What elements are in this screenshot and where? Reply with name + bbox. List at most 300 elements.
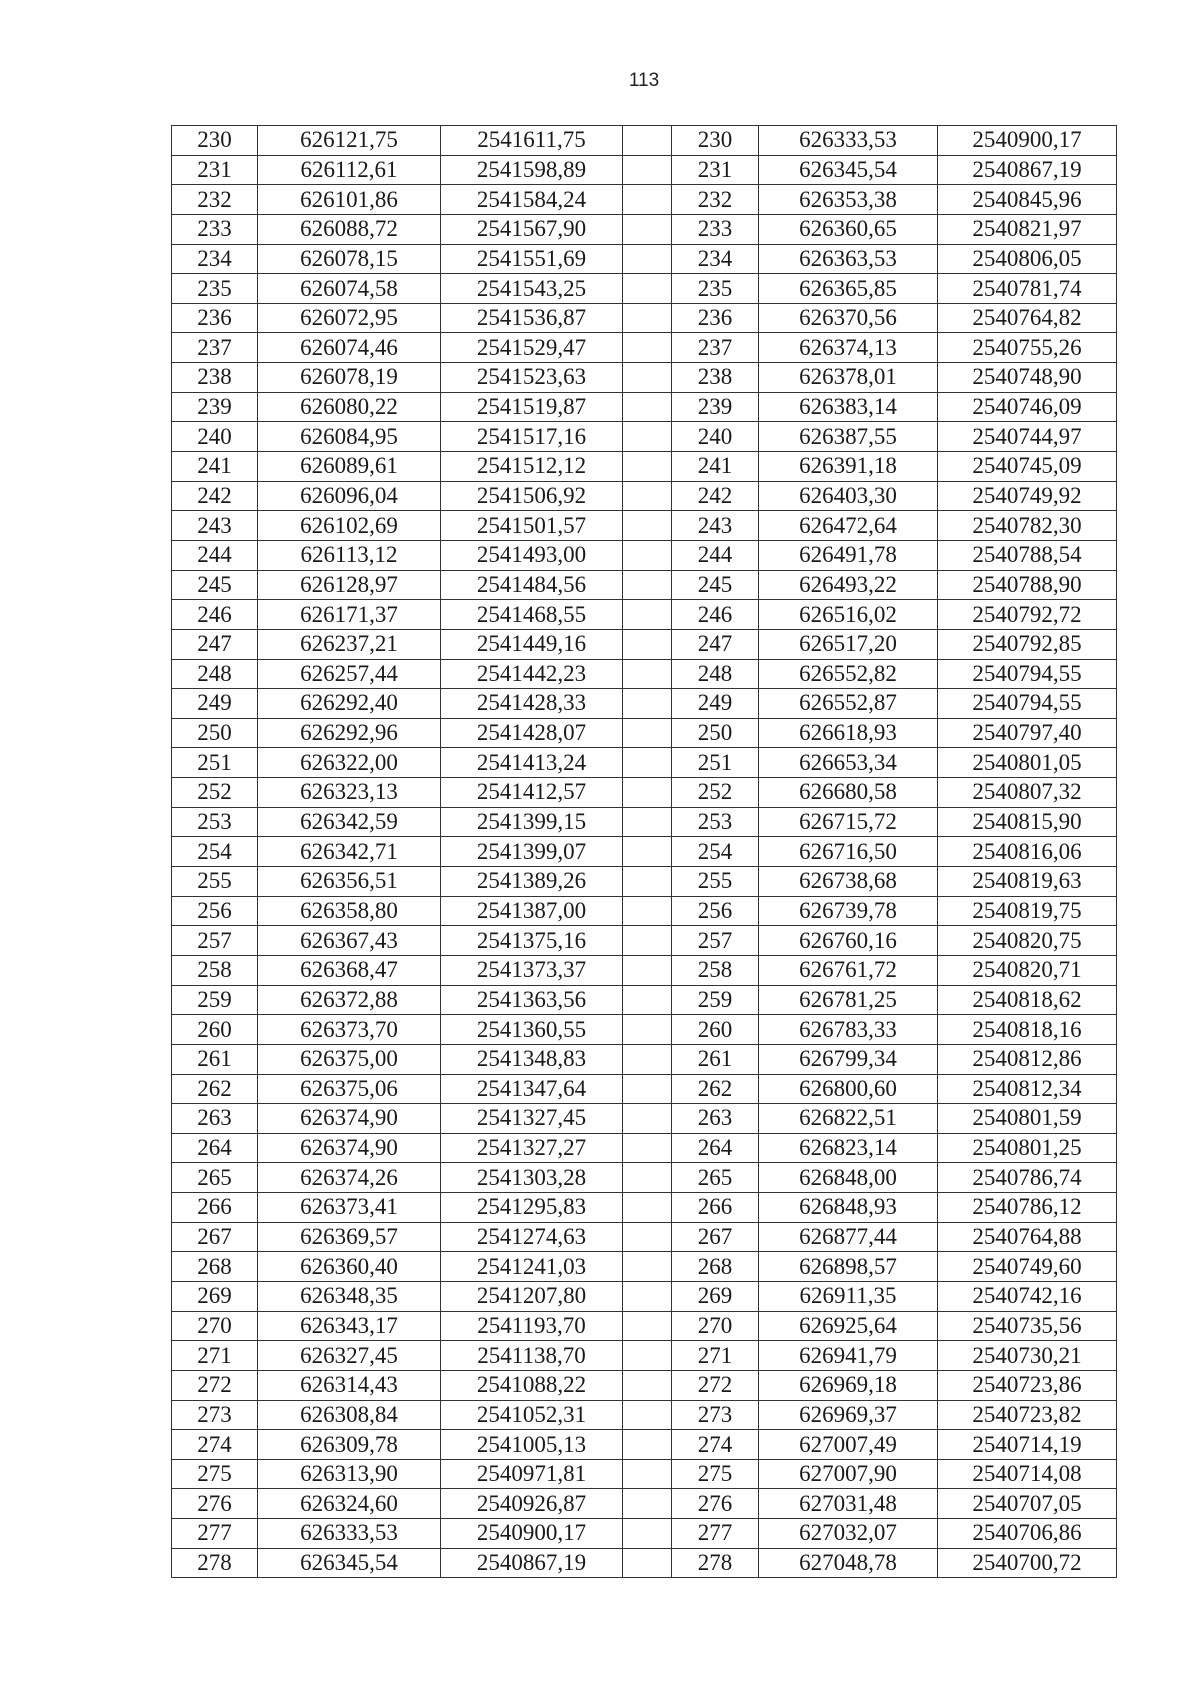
- point-number-right: 253: [672, 807, 759, 837]
- table-row: [172, 837, 1117, 867]
- x-coordinate-right: 627007,49: [759, 1430, 938, 1460]
- point-number-left: 258: [172, 955, 258, 985]
- y-coordinate-right: 2540819,63: [938, 867, 1117, 897]
- spacer-cell: [623, 926, 672, 956]
- table-row: [172, 1519, 1117, 1549]
- spacer-cell: [623, 244, 672, 274]
- spacer-cell: [623, 540, 672, 570]
- spacer-cell: [623, 511, 672, 541]
- spacer-cell: [623, 126, 672, 156]
- y-coordinate-right: 2540806,05: [938, 244, 1117, 274]
- x-coordinate-left: 626101,86: [258, 185, 441, 215]
- point-number-left: 244: [172, 540, 258, 570]
- y-coordinate-right: 2540707,05: [938, 1489, 1117, 1519]
- spacer-cell: [623, 422, 672, 452]
- spacer-cell: [623, 155, 672, 185]
- table-row: [172, 1370, 1117, 1400]
- x-coordinate-left: 626257,44: [258, 659, 441, 689]
- y-coordinate-left: 2541413,24: [441, 748, 623, 778]
- point-number-left: 230: [172, 126, 258, 156]
- table-row: [172, 807, 1117, 837]
- x-coordinate-left: 626375,06: [258, 1074, 441, 1104]
- point-number-left: 257: [172, 926, 258, 956]
- point-number-left: 277: [172, 1519, 258, 1549]
- table-row: [172, 985, 1117, 1015]
- point-number-right: 266: [672, 1193, 759, 1223]
- point-number-right: 236: [672, 303, 759, 333]
- y-coordinate-left: 2541005,13: [441, 1430, 623, 1460]
- y-coordinate-right: 2540764,82: [938, 303, 1117, 333]
- point-number-left: 254: [172, 837, 258, 867]
- spacer-cell: [623, 1044, 672, 1074]
- x-coordinate-right: 626911,35: [759, 1281, 938, 1311]
- point-number-left: 273: [172, 1400, 258, 1430]
- y-coordinate-right: 2540807,32: [938, 778, 1117, 808]
- y-coordinate-right: 2540801,25: [938, 1133, 1117, 1163]
- y-coordinate-right: 2540730,21: [938, 1341, 1117, 1371]
- point-number-right: 242: [672, 481, 759, 511]
- y-coordinate-right: 2540792,72: [938, 600, 1117, 630]
- table-row: [172, 126, 1117, 156]
- y-coordinate-left: 2541551,69: [441, 244, 623, 274]
- y-coordinate-right: 2540900,17: [938, 126, 1117, 156]
- y-coordinate-left: 2541138,70: [441, 1341, 623, 1371]
- y-coordinate-left: 2541501,57: [441, 511, 623, 541]
- point-number-right: 267: [672, 1222, 759, 1252]
- x-coordinate-left: 626373,70: [258, 1015, 441, 1045]
- point-number-right: 237: [672, 333, 759, 363]
- point-number-right: 257: [672, 926, 759, 956]
- y-coordinate-left: 2541598,89: [441, 155, 623, 185]
- y-coordinate-left: 2541529,47: [441, 333, 623, 363]
- x-coordinate-right: 626761,72: [759, 955, 938, 985]
- point-number-right: 276: [672, 1489, 759, 1519]
- x-coordinate-left: 626324,60: [258, 1489, 441, 1519]
- y-coordinate-right: 2540845,96: [938, 185, 1117, 215]
- point-number-right: 259: [672, 985, 759, 1015]
- x-coordinate-right: 626491,78: [759, 540, 938, 570]
- spacer-cell: [623, 955, 672, 985]
- y-coordinate-left: 2541536,87: [441, 303, 623, 333]
- y-coordinate-left: 2541506,92: [441, 481, 623, 511]
- y-coordinate-left: 2541523,63: [441, 363, 623, 393]
- table-row: [172, 718, 1117, 748]
- point-number-left: 247: [172, 629, 258, 659]
- y-coordinate-left: 2541193,70: [441, 1311, 623, 1341]
- x-coordinate-left: 626367,43: [258, 926, 441, 956]
- x-coordinate-left: 626323,13: [258, 778, 441, 808]
- y-coordinate-left: 2541327,45: [441, 1104, 623, 1134]
- point-number-right: 271: [672, 1341, 759, 1371]
- x-coordinate-left: 626128,97: [258, 570, 441, 600]
- point-number-left: 256: [172, 896, 258, 926]
- point-number-left: 250: [172, 718, 258, 748]
- coordinates-table: [171, 125, 1117, 1578]
- point-number-right: 231: [672, 155, 759, 185]
- point-number-right: 254: [672, 837, 759, 867]
- spacer-cell: [623, 1222, 672, 1252]
- table-row: [172, 1044, 1117, 1074]
- spacer-cell: [623, 867, 672, 897]
- y-coordinate-left: 2541611,75: [441, 126, 623, 156]
- spacer-cell: [623, 600, 672, 630]
- y-coordinate-right: 2540782,30: [938, 511, 1117, 541]
- table-row: [172, 1222, 1117, 1252]
- spacer-cell: [623, 1311, 672, 1341]
- table-row: [172, 629, 1117, 659]
- y-coordinate-left: 2541584,24: [441, 185, 623, 215]
- y-coordinate-left: 2541274,63: [441, 1222, 623, 1252]
- point-number-left: 255: [172, 867, 258, 897]
- y-coordinate-left: 2541295,83: [441, 1193, 623, 1223]
- table-row: [172, 1252, 1117, 1282]
- table-row: [172, 1430, 1117, 1460]
- point-number-left: 243: [172, 511, 258, 541]
- table-row: [172, 481, 1117, 511]
- x-coordinate-right: 626738,68: [759, 867, 938, 897]
- point-number-left: 271: [172, 1341, 258, 1371]
- x-coordinate-right: 626391,18: [759, 452, 938, 482]
- x-coordinate-right: 626365,85: [759, 274, 938, 304]
- y-coordinate-right: 2540788,54: [938, 540, 1117, 570]
- point-number-left: 259: [172, 985, 258, 1015]
- spacer-cell: [623, 778, 672, 808]
- table-row: [172, 1104, 1117, 1134]
- point-number-right: 251: [672, 748, 759, 778]
- point-number-left: 239: [172, 392, 258, 422]
- x-coordinate-right: 626552,82: [759, 659, 938, 689]
- point-number-right: 265: [672, 1163, 759, 1193]
- point-number-right: 232: [672, 185, 759, 215]
- y-coordinate-right: 2540744,97: [938, 422, 1117, 452]
- y-coordinate-left: 2541088,22: [441, 1370, 623, 1400]
- spacer-cell: [623, 1341, 672, 1371]
- x-coordinate-right: 626898,57: [759, 1252, 938, 1282]
- y-coordinate-left: 2541348,83: [441, 1044, 623, 1074]
- y-coordinate-left: 2541512,12: [441, 452, 623, 482]
- y-coordinate-right: 2540764,88: [938, 1222, 1117, 1252]
- point-number-right: 275: [672, 1459, 759, 1489]
- spacer-cell: [623, 570, 672, 600]
- y-coordinate-left: 2541363,56: [441, 985, 623, 1015]
- y-coordinate-left: 2541493,00: [441, 540, 623, 570]
- point-number-left: 269: [172, 1281, 258, 1311]
- page-number: 113: [628, 70, 660, 91]
- table-row: [172, 926, 1117, 956]
- point-number-left: 245: [172, 570, 258, 600]
- point-number-right: 272: [672, 1370, 759, 1400]
- x-coordinate-left: 626089,61: [258, 452, 441, 482]
- x-coordinate-left: 626360,40: [258, 1252, 441, 1282]
- spacer-cell: [623, 214, 672, 244]
- table-row: [172, 1459, 1117, 1489]
- x-coordinate-right: 626363,53: [759, 244, 938, 274]
- x-coordinate-left: 626348,35: [258, 1281, 441, 1311]
- x-coordinate-right: 626383,14: [759, 392, 938, 422]
- x-coordinate-right: 626848,00: [759, 1163, 938, 1193]
- x-coordinate-right: 626783,33: [759, 1015, 938, 1045]
- y-coordinate-left: 2541399,07: [441, 837, 623, 867]
- point-number-left: 237: [172, 333, 258, 363]
- spacer-cell: [623, 748, 672, 778]
- spacer-cell: [623, 185, 672, 215]
- y-coordinate-left: 2541399,15: [441, 807, 623, 837]
- y-coordinate-left: 2541347,64: [441, 1074, 623, 1104]
- x-coordinate-right: 626516,02: [759, 600, 938, 630]
- table-row: [172, 748, 1117, 778]
- y-coordinate-right: 2540867,19: [938, 155, 1117, 185]
- point-number-right: 234: [672, 244, 759, 274]
- y-coordinate-left: 2541387,00: [441, 896, 623, 926]
- point-number-left: 263: [172, 1104, 258, 1134]
- y-coordinate-left: 2541303,28: [441, 1163, 623, 1193]
- point-number-right: 262: [672, 1074, 759, 1104]
- x-coordinate-right: 626370,56: [759, 303, 938, 333]
- x-coordinate-right: 626653,34: [759, 748, 938, 778]
- y-coordinate-left: 2541468,55: [441, 600, 623, 630]
- point-number-right: 263: [672, 1104, 759, 1134]
- table-row: [172, 570, 1117, 600]
- table-row: [172, 1311, 1117, 1341]
- x-coordinate-left: 626374,90: [258, 1104, 441, 1134]
- point-number-right: 264: [672, 1133, 759, 1163]
- x-coordinate-left: 626102,69: [258, 511, 441, 541]
- x-coordinate-left: 626356,51: [258, 867, 441, 897]
- y-coordinate-right: 2540794,55: [938, 659, 1117, 689]
- table-row: [172, 1015, 1117, 1045]
- x-coordinate-right: 626716,50: [759, 837, 938, 867]
- point-number-right: 239: [672, 392, 759, 422]
- point-number-left: 276: [172, 1489, 258, 1519]
- point-number-left: 272: [172, 1370, 258, 1400]
- table-row: [172, 1400, 1117, 1430]
- x-coordinate-left: 626096,04: [258, 481, 441, 511]
- point-number-left: 241: [172, 452, 258, 482]
- spacer-cell: [623, 303, 672, 333]
- table-row: [172, 363, 1117, 393]
- spacer-cell: [623, 1163, 672, 1193]
- x-coordinate-left: 626342,71: [258, 837, 441, 867]
- point-number-left: 278: [172, 1548, 258, 1578]
- spacer-cell: [623, 481, 672, 511]
- point-number-right: 255: [672, 867, 759, 897]
- x-coordinate-left: 626292,96: [258, 718, 441, 748]
- x-coordinate-left: 626342,59: [258, 807, 441, 837]
- point-number-left: 265: [172, 1163, 258, 1193]
- y-coordinate-right: 2540700,72: [938, 1548, 1117, 1578]
- point-number-right: 260: [672, 1015, 759, 1045]
- point-number-right: 233: [672, 214, 759, 244]
- x-coordinate-left: 626113,12: [258, 540, 441, 570]
- table-row: [172, 422, 1117, 452]
- y-coordinate-right: 2540812,34: [938, 1074, 1117, 1104]
- table-row: [172, 452, 1117, 482]
- spacer-cell: [623, 1252, 672, 1282]
- x-coordinate-left: 626074,58: [258, 274, 441, 304]
- point-number-right: 246: [672, 600, 759, 630]
- table-row: [172, 1281, 1117, 1311]
- point-number-left: 249: [172, 689, 258, 719]
- table-row: [172, 1193, 1117, 1223]
- spacer-cell: [623, 1104, 672, 1134]
- point-number-left: 238: [172, 363, 258, 393]
- y-coordinate-right: 2540723,86: [938, 1370, 1117, 1400]
- x-coordinate-right: 626360,65: [759, 214, 938, 244]
- table-row: [172, 778, 1117, 808]
- point-number-right: 261: [672, 1044, 759, 1074]
- y-coordinate-left: 2541428,33: [441, 689, 623, 719]
- x-coordinate-right: 626823,14: [759, 1133, 938, 1163]
- point-number-right: 277: [672, 1519, 759, 1549]
- y-coordinate-left: 2541412,57: [441, 778, 623, 808]
- y-coordinate-right: 2540816,06: [938, 837, 1117, 867]
- x-coordinate-left: 626322,00: [258, 748, 441, 778]
- point-number-right: 273: [672, 1400, 759, 1430]
- spacer-cell: [623, 1370, 672, 1400]
- point-number-right: 240: [672, 422, 759, 452]
- x-coordinate-right: 627032,07: [759, 1519, 938, 1549]
- table-row: [172, 303, 1117, 333]
- table-row: [172, 689, 1117, 719]
- point-number-right: 247: [672, 629, 759, 659]
- point-number-left: 274: [172, 1430, 258, 1460]
- y-coordinate-left: 2540926,87: [441, 1489, 623, 1519]
- spacer-cell: [623, 333, 672, 363]
- table-row: [172, 511, 1117, 541]
- point-number-right: 238: [672, 363, 759, 393]
- point-number-right: 270: [672, 1311, 759, 1341]
- y-coordinate-right: 2540794,55: [938, 689, 1117, 719]
- x-coordinate-left: 626368,47: [258, 955, 441, 985]
- x-coordinate-right: 626877,44: [759, 1222, 938, 1252]
- x-coordinate-right: 626680,58: [759, 778, 938, 808]
- x-coordinate-left: 626374,26: [258, 1163, 441, 1193]
- spacer-cell: [623, 1281, 672, 1311]
- spacer-cell: [623, 985, 672, 1015]
- table-row: [172, 185, 1117, 215]
- point-number-left: 261: [172, 1044, 258, 1074]
- x-coordinate-right: 626345,54: [759, 155, 938, 185]
- x-coordinate-left: 626080,22: [258, 392, 441, 422]
- y-coordinate-right: 2540792,85: [938, 629, 1117, 659]
- x-coordinate-right: 627031,48: [759, 1489, 938, 1519]
- x-coordinate-right: 626387,55: [759, 422, 938, 452]
- point-number-right: 258: [672, 955, 759, 985]
- point-number-right: 268: [672, 1252, 759, 1282]
- table-row: [172, 659, 1117, 689]
- table-row: [172, 1341, 1117, 1371]
- y-coordinate-left: 2541567,90: [441, 214, 623, 244]
- x-coordinate-left: 626333,53: [258, 1519, 441, 1549]
- x-coordinate-right: 626378,01: [759, 363, 938, 393]
- x-coordinate-right: 626353,38: [759, 185, 938, 215]
- x-coordinate-left: 626088,72: [258, 214, 441, 244]
- y-coordinate-right: 2540788,90: [938, 570, 1117, 600]
- table-row: [172, 896, 1117, 926]
- spacer-cell: [623, 1548, 672, 1578]
- y-coordinate-right: 2540714,08: [938, 1459, 1117, 1489]
- y-coordinate-right: 2540735,56: [938, 1311, 1117, 1341]
- table-row: [172, 155, 1117, 185]
- x-coordinate-left: 626078,15: [258, 244, 441, 274]
- point-number-left: 262: [172, 1074, 258, 1104]
- y-coordinate-left: 2540900,17: [441, 1519, 623, 1549]
- y-coordinate-left: 2541373,37: [441, 955, 623, 985]
- x-coordinate-right: 626333,53: [759, 126, 938, 156]
- y-coordinate-right: 2540801,05: [938, 748, 1117, 778]
- point-number-left: 235: [172, 274, 258, 304]
- x-coordinate-right: 626969,37: [759, 1400, 938, 1430]
- point-number-right: 250: [672, 718, 759, 748]
- spacer-cell: [623, 689, 672, 719]
- table-row: [172, 333, 1117, 363]
- x-coordinate-right: 626552,87: [759, 689, 938, 719]
- x-coordinate-right: 627048,78: [759, 1548, 938, 1578]
- spacer-cell: [623, 1133, 672, 1163]
- y-coordinate-left: 2541484,56: [441, 570, 623, 600]
- x-coordinate-right: 626781,25: [759, 985, 938, 1015]
- x-coordinate-left: 626308,84: [258, 1400, 441, 1430]
- point-number-left: 242: [172, 481, 258, 511]
- y-coordinate-left: 2541389,26: [441, 867, 623, 897]
- x-coordinate-left: 626373,41: [258, 1193, 441, 1223]
- x-coordinate-right: 626403,30: [759, 481, 938, 511]
- x-coordinate-left: 626084,95: [258, 422, 441, 452]
- y-coordinate-right: 2540797,40: [938, 718, 1117, 748]
- x-coordinate-right: 626822,51: [759, 1104, 938, 1134]
- spacer-cell: [623, 452, 672, 482]
- point-number-left: 268: [172, 1252, 258, 1282]
- x-coordinate-left: 626237,21: [258, 629, 441, 659]
- y-coordinate-right: 2540801,59: [938, 1104, 1117, 1134]
- y-coordinate-right: 2540748,90: [938, 363, 1117, 393]
- y-coordinate-left: 2541449,16: [441, 629, 623, 659]
- y-coordinate-left: 2541428,07: [441, 718, 623, 748]
- table-row: [172, 392, 1117, 422]
- x-coordinate-right: 626374,13: [759, 333, 938, 363]
- y-coordinate-left: 2541327,27: [441, 1133, 623, 1163]
- x-coordinate-right: 626618,93: [759, 718, 938, 748]
- y-coordinate-right: 2540815,90: [938, 807, 1117, 837]
- y-coordinate-right: 2540745,09: [938, 452, 1117, 482]
- y-coordinate-left: 2541519,87: [441, 392, 623, 422]
- table-row: [172, 214, 1117, 244]
- x-coordinate-left: 626121,75: [258, 126, 441, 156]
- y-coordinate-right: 2540821,97: [938, 214, 1117, 244]
- y-coordinate-right: 2540786,74: [938, 1163, 1117, 1193]
- spacer-cell: [623, 807, 672, 837]
- spacer-cell: [623, 1459, 672, 1489]
- spacer-cell: [623, 1015, 672, 1045]
- x-coordinate-left: 626292,40: [258, 689, 441, 719]
- x-coordinate-left: 626074,46: [258, 333, 441, 363]
- point-number-right: 274: [672, 1430, 759, 1460]
- table-row: [172, 600, 1117, 630]
- spacer-cell: [623, 629, 672, 659]
- coordinates-table-body: [172, 126, 1117, 1578]
- y-coordinate-left: 2540971,81: [441, 1459, 623, 1489]
- point-number-left: 240: [172, 422, 258, 452]
- point-number-right: 252: [672, 778, 759, 808]
- x-coordinate-right: 626941,79: [759, 1341, 938, 1371]
- x-coordinate-left: 626372,88: [258, 985, 441, 1015]
- point-number-right: 278: [672, 1548, 759, 1578]
- table-row: [172, 244, 1117, 274]
- y-coordinate-right: 2540818,62: [938, 985, 1117, 1015]
- y-coordinate-left: 2541375,16: [441, 926, 623, 956]
- point-number-right: 244: [672, 540, 759, 570]
- x-coordinate-left: 626072,95: [258, 303, 441, 333]
